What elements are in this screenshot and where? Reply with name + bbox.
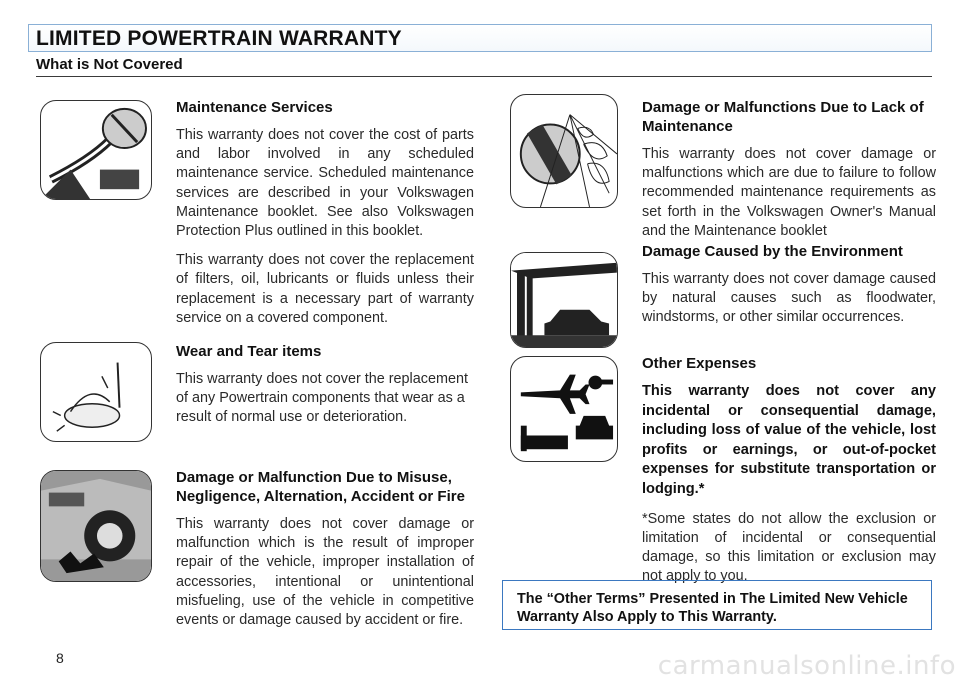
section-heading: Damage or Malfunctions Due to Lack of Maintenance <box>642 99 924 135</box>
section-paragraph: This warranty does not cover damage or malfunctions which are due to failure to follow recommended maintenance requirements as set forth in the Volkswagen Owner's Manual and the Maintenance booklet <box>642 146 936 239</box>
travel-expenses-icon <box>510 356 618 462</box>
section-paragraph: This warranty does not cover the replacement of filters, oil, lubricants or fluids unless their replacement is a necessary part of warranty service on a covered component. <box>176 252 474 326</box>
other-expenses-bold-text: This warranty does not cover any incidental or consequential damage, including loss of value of the vehicle, lost profits or earnings, or out-of-pocket expenses for substitute transportation or lodging.* <box>642 383 936 497</box>
wear-and-tear-section <box>176 342 474 438</box>
page-title: LIMITED POWERTRAIN WARRANTY <box>36 27 402 50</box>
section-paragraph: This warranty does not cover damage caused by natural causes such as floodwater, windstorms, or other similar occurrences. <box>642 271 936 326</box>
section-heading: Wear and Tear items <box>176 343 322 360</box>
section-paragraph: This warranty does not cover damage or malfunction which is the result of improper repair of the vehicle, improper installation of accessories, intentional or unintentional misfueling, use of the vehicle in competitive events or damage caused by accident or fire. <box>176 516 474 629</box>
spark-plug-cobweb-icon <box>510 94 618 208</box>
section-heading: Damage or Malfunction Due to Misuse, Negligence, Alternation, Accident or Fire <box>176 469 465 505</box>
watermark: carmanualsonline.info <box>657 651 956 681</box>
lack-of-maintenance-section <box>642 98 936 251</box>
page-number: 8 <box>56 650 64 666</box>
section-heading: Maintenance Services <box>176 99 333 116</box>
footnote: *Some states do not allow the exclusion or limitation of incidental or consequential damage, so this limitation or exclusion may not apply to you. <box>642 510 936 585</box>
grease-gun-icon <box>40 100 152 200</box>
worn-part-icon <box>40 342 152 442</box>
section-heading: Other Expenses <box>642 355 757 372</box>
section-paragraph: This warranty does not cover the cost of parts and labor involved in any scheduled maintenance service. Scheduled maintenance services are described in your Volkswagen Maintenance booklet. See also Volkswagen Protection Plus outlined in this booklet. <box>176 127 474 240</box>
other-expenses-section <box>642 354 936 596</box>
car-under-tree-icon <box>510 252 618 348</box>
damaged-car-icon <box>40 470 152 582</box>
section-heading: Damage Caused by the Environment <box>642 243 903 260</box>
header-divider <box>36 76 932 77</box>
other-terms-note: The “Other Terms” Presented in The Limited New Vehicle Warranty Also Apply to This Warranty. <box>502 580 932 630</box>
section-paragraph: This warranty does not cover the replacement of any Powertrain components that wear as a result of normal use or deterioration. <box>176 371 468 426</box>
misuse-damage-section <box>176 468 474 640</box>
section-subtitle: What is Not Covered <box>36 56 183 73</box>
maintenance-services-section <box>176 98 474 338</box>
environment-damage-section <box>642 242 936 338</box>
